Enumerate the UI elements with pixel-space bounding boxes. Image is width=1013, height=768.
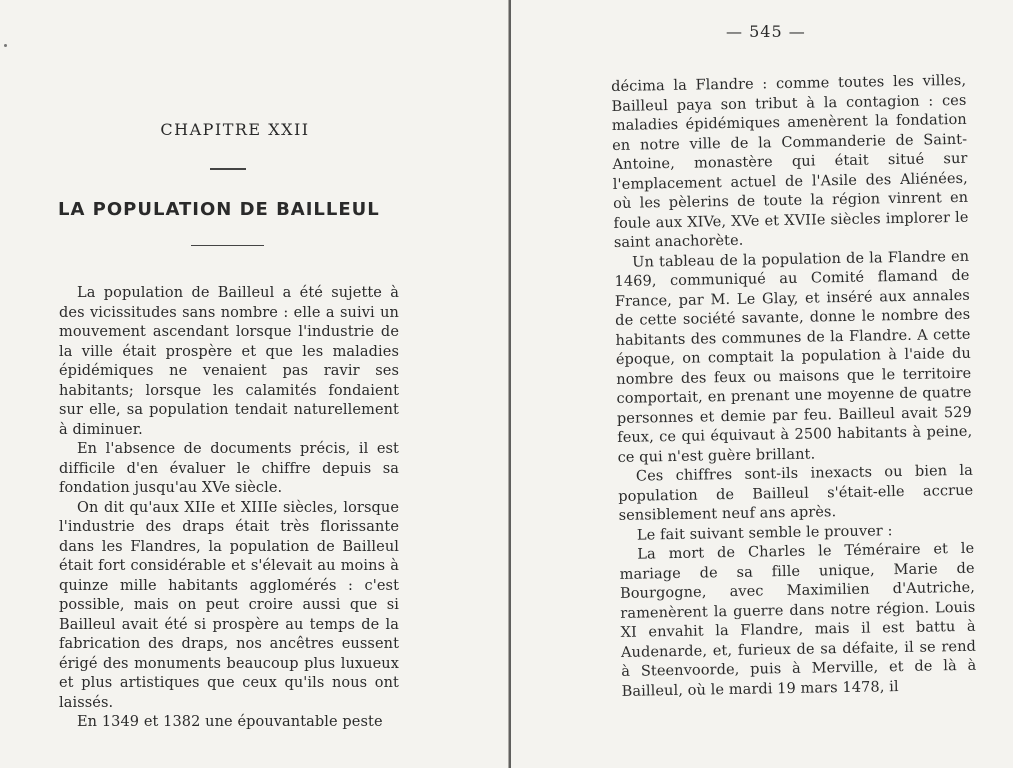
paragraph: La population de Bailleul a été sujette à des vicissitudes sans nombre : elle a suivi un mouvement ascendant lorsque l'industrie de la ville était prospère et que les maladies épidémiques ne venaient pas ravir ses habitants; lorsque les calamités fondaient sur elle, sa population tendait naturellement à diminuer. [59, 285, 399, 438]
paragraph: En 1349 et 1382 une épouvantable peste [77, 714, 383, 730]
chapter-title: LA POPULATION DE BAILLEUL [58, 199, 380, 220]
right-page [511, 0, 1013, 768]
paragraph: décima la Flandre : comme toutes les villes, Bailleul paya son tribut à la contagion : ces maladies épidémiques amenèrent la fondation en notre ville de la Commanderie de Saint-Antoine, monastère qui était situé sur l'emplacement actuel de l'Asile des Aliénées, où les pèlerins de toute la région vinrent en foule aux XIVe, XVe et XVIIe siècles implorer le saint anachorète. [611, 72, 969, 251]
chapter-heading: CHAPITRE XXII [160, 120, 310, 139]
paragraph: En l'absence de documents précis, il est difficile d'en évaluer le chiffre depuis sa fondation jusqu'au XVe siècle. [59, 441, 399, 496]
page-number: — 545 — [726, 22, 806, 41]
paragraph: Le fait suivant semble le prouver : [636, 522, 893, 544]
paragraph: La mort de Charles le Téméraire et le mariage de sa fille unique, Marie de Bourgogne, avec Maximilien d'Autriche, ramenèrent la guerre dans notre région. Louis XI envahit la Flandre, mais il est battu à Audenarde, et, furieux de sa défaite, il se rend à Steenvoorde, puis à Merville, et de là à Bailleul, où le mardi 19 mars 1478, il [619, 540, 977, 700]
ornament-rule [210, 168, 246, 170]
paragraph: Ces chiffres sont-ils inexacts ou bien la population de Bailleul s'était-elle accrue sensiblement neuf ans après. [618, 462, 974, 524]
paragraph: Un tableau de la population de la Flandre en 1469, communiqué au Comité flamand de France, par M. Le Glay, et inséré aux annales de cette société savante, donne le nombre des habitants des communes de la Flandre. A cette époque, on comptait la population à l'aide du nombre des feux ou maisons que le territoire comportait, en prenant une moyenne de quatre personnes et demie par feu. Bailleul avait 529 feux, ce qui équivaut à 2500 habitants à peine, ce qui n'est guère brillant. [614, 248, 973, 466]
paper-speck [4, 44, 7, 47]
title-rule [191, 245, 264, 246]
right-body-text [611, 72, 977, 702]
paragraph: On dit qu'aux XIIe et XIIIe siècles, lorsque l'industrie des draps était très florissante dans les Flandres, la population de Bailleul était fort considérable et s'élevait au moins à quinze mille habitants agglomérés : c'est possible, mais on peut croire aussi que si Bailleul avait été si prospère au temps de la fabrication des draps, nos ancêtres eussent érigé des monuments beaucoup plus luxueux et plus artistiques que ceux qu'ils nous ont laissés. [59, 499, 399, 711]
left-body-text [59, 284, 399, 733]
